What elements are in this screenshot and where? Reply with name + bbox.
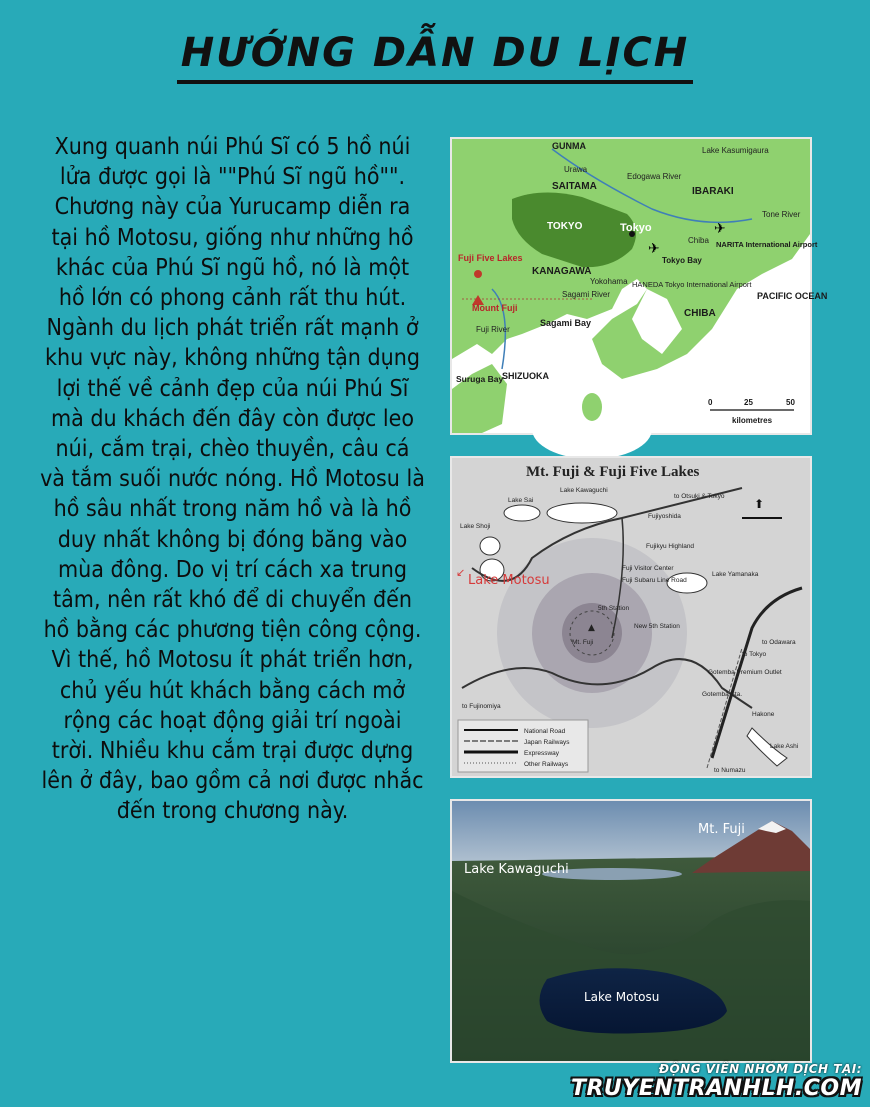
lake-motosu-arrow-icon: ↙ [456,566,466,579]
label-fujikyu-highland: Fujikyu Highland [646,543,695,550]
label-gunma: GUNMA [552,141,586,151]
label-chiba-city: Chiba [688,236,709,245]
label-saitama: SAITAMA [552,181,597,192]
scale-0: 0 [708,398,713,407]
label-lake-kasumigaura: Lake Kasumigaura [702,146,769,155]
photo-label-lake-kawaguchi: Lake Kawaguchi [464,862,569,877]
credit-line-1: ĐỘNG VIÊN NHÓM DỊCH TẠI: [658,1062,862,1076]
label-5th-station: 5th Station [598,605,630,612]
label-tone-river: Tone River [762,210,801,219]
label-to-numazu: to Numazu [714,767,746,774]
compass-north-icon: ⬆ [754,497,765,511]
photo-label-mt-fuji: Mt. Fuji [698,822,745,837]
lake-kawaguchi-shape [547,503,617,523]
legend-box [458,720,588,772]
label-subaru-line: Fuji Subaru Line Road [622,577,687,584]
label-lake-yamanaka: Lake Yamanaka [712,571,759,578]
label-gotemba-outlet: Gotemba Premium Outlet [708,669,782,676]
label-new-5th-station: New 5th Station [634,623,680,630]
label-lake-ashi: Lake Ashi [770,743,799,750]
label-lake-kawaguchi: Lake Kawaguchi [560,487,608,494]
label-visitor-center: Fuji Visitor Center [622,565,674,572]
label-to-tokyo: to Tokyo [742,651,767,658]
aerial-photo-graphic [452,801,810,1061]
label-otsuki-tokyo: to Otsuki & Tokyo [674,493,725,500]
label-lake-sai: Lake Sai [508,497,534,504]
credit-line-2: TRUYENTRANHLH.COM [570,1076,862,1101]
label-tokyo-city: Tokyo [620,222,652,234]
label-to-fujinomiya: to Fujinomiya [462,703,501,710]
label-fuji-river: Fuji River [476,325,510,334]
region-map-graphic [452,139,828,433]
lake-shoji-shape [480,537,500,555]
label-fujiyoshida: Fujiyoshida [648,513,681,520]
label-shizuoka: SHIZUOKA [502,371,549,381]
legend-other-railways: Other Railways [524,761,569,768]
label-urawa: Urawa [564,165,588,174]
label-tokyo-bay: Tokyo Bay [662,256,702,265]
label-sagami-river: Sagami River [562,290,611,299]
page-title: HƯỚNG DẪN DU LỊCH [177,30,694,84]
legend-national-road: National Road [524,728,566,735]
scale-50: 50 [786,398,795,407]
legend-japan-railways: Japan Railways [524,739,570,746]
oshima-island [582,393,602,421]
scale-unit: kilometres [732,416,773,425]
label-kanagawa: KANAGAWA [532,266,592,277]
narita-plane-icon: ✈ [714,221,726,237]
label-mount-fuji: Mount Fuji [472,303,518,313]
fuji-lakes-map-graphic [452,458,810,776]
region-map [450,137,828,435]
legend-expressway: Expressway [524,750,560,757]
credit-watermark [571,1062,862,1101]
label-sagami-bay: Sagami Bay [540,318,592,328]
fuji-lakes-map [450,456,812,778]
label-chiba-pref: CHIBA [684,308,716,319]
fuji-five-lakes-marker [474,270,482,278]
label-yokohama: Yokohama [590,277,628,286]
label-to-odawara: to Odawara [762,639,796,646]
label-edogawa-river: Edogawa River [627,172,682,181]
photo-label-lake-motosu: Lake Motosu [584,990,660,1004]
title-wrap [0,30,870,84]
map2-title: Mt. Fuji & Fuji Five Lakes [526,464,700,480]
haneda-plane-icon: ✈ [648,241,660,257]
label-lake-shoji: Lake Shoji [460,523,491,530]
scale-25: 25 [744,398,753,407]
label-mt-fuji: Mt. Fuji [572,639,594,646]
aerial-photo [450,799,812,1063]
article-text: Xung quanh núi Phú Sĩ có 5 hồ núi lửa được gọi là ""Phú Sĩ ngũ hồ"". Chương này của Yurucamp diễn ra tại hồ Motosu, giống như những hồ khác của Phú Sĩ ngũ hồ, nó là một hồ lớn có phong cảnh rất thu hút. Ngành du lịch phát triển rất mạnh ở khu vực này, không những tận dụng lợi thế về cảnh đẹp của núi Phú Sĩ mà du khách đến đây còn được leo núi, cắm trại, chèo thuyền, câu cá và tắm suối nước nóng. Hồ Motosu là hồ sâu nhất trong năm hồ và là hồ duy nhất không bị đóng băng vào mùa đông. Do vị trí cách xa trung tâm, nên rất khó để di chuyển đến hồ bằng các phương tiện công cộng. Vì thế, hồ Motosu ít phát triển hơn, chủ yếu hút khách bằng cách mở rộng các hoạt động giải trí ngoài trời. Nhiều khu cắm trại được dựng lên ở đây, bao gồm cả nơi được nhắc đến trong chương này. [40,134,425,825]
summit-icon: ▲ [588,623,595,633]
label-ibaraki: IBARAKI [692,186,734,197]
lake-sai-shape [504,505,540,521]
label-suruga-bay: Suruga Bay [456,374,504,384]
label-pacific-ocean: PACIFIC OCEAN [757,291,828,301]
lake-motosu-tag: Lake Motosu [468,573,550,588]
label-tokyo-pref: TOKYO [547,221,583,232]
label-fuji-five-lakes: Fuji Five Lakes [458,253,523,263]
label-haneda: HANEDA Tokyo International Airport [632,280,752,289]
label-narita: NARITA International Airport [716,240,818,249]
label-gotemba-sta: Gotemba Sta. [702,691,743,698]
label-hakone: Hakone [752,711,775,718]
